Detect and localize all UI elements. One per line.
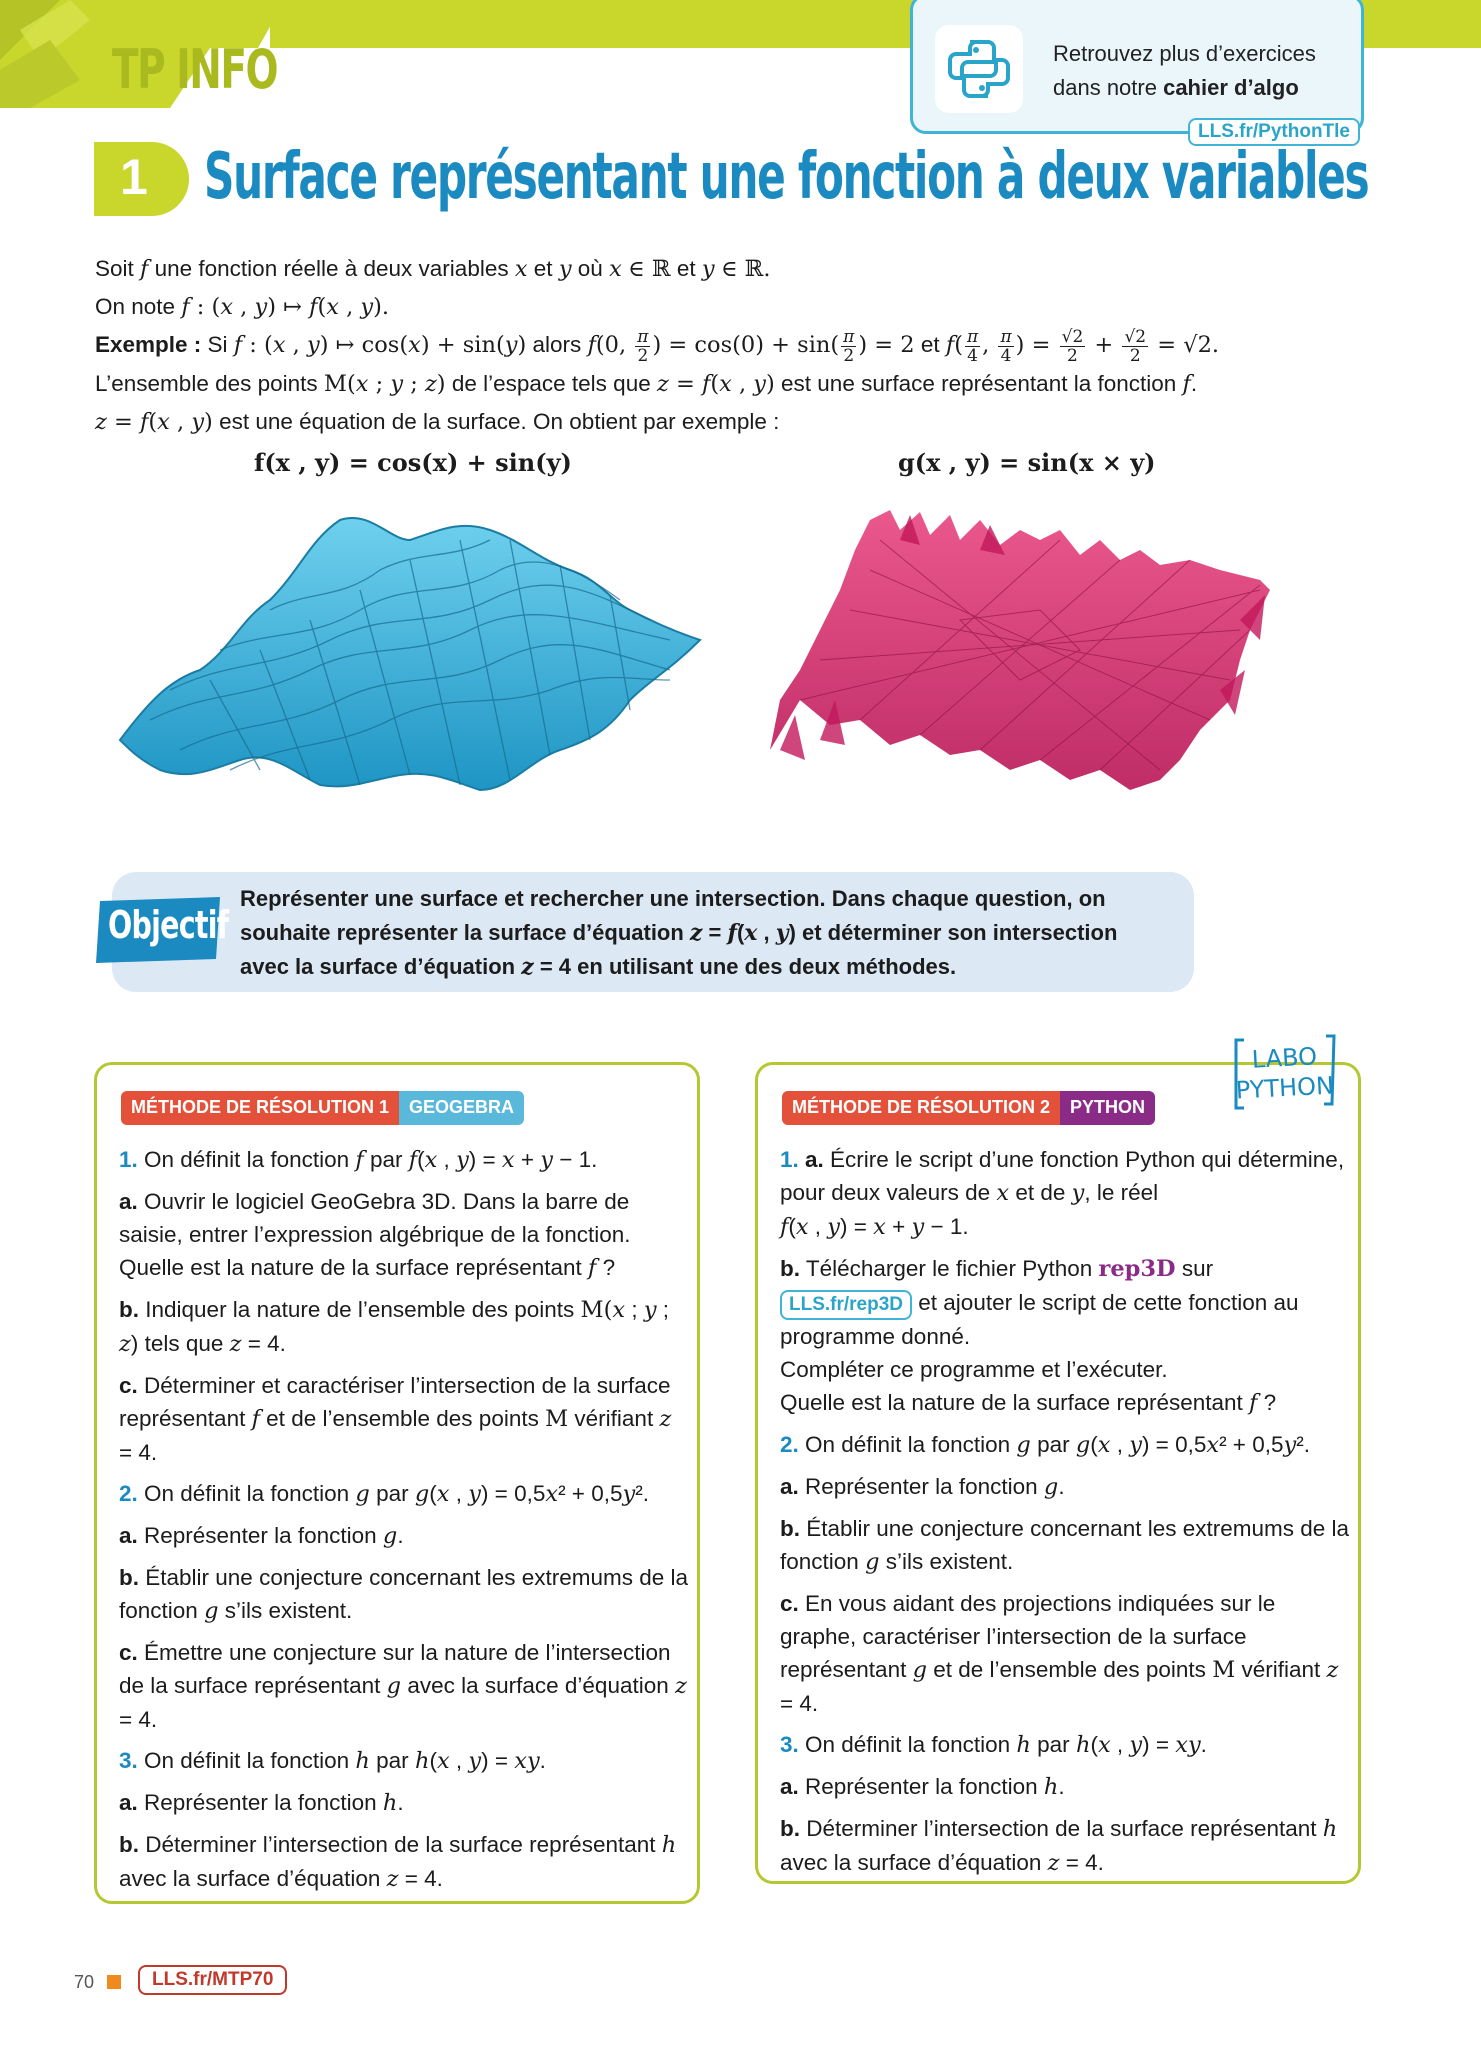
algo-text: Retrouvez plus d’exercices dans notre cahier d’algo: [1053, 41, 1316, 100]
intro-text: Soit f une fonction réelle à deux variables x et y où x ∈ ℝ et y ∈ ℝ. On note f : (x , y) ↦ f(x , y). Exemple : Si f : (x , y) ↦ cos(x) + sin(y) alors f(0, $\frac{\pi}{2}$ ) = cos(0) + sin( $\frac{\pi}{2}$ ) = 2 et f( $\frac{\pi}{4}$ , $\frac{\pi}{4}$ ) = $\frac{√2}{2}$ + $\frac{√2}{2}$ = √2. L’ensemble des points M(x ; y ; z) de l’espace tels que z = f(x , y) est une surface représentant la fonction f. z = f(x , y) est une équation de la surface. On obtient par exemple :: [95, 256, 1220, 435]
page-marker: [107, 1975, 121, 1989]
method-2-box: [755, 1062, 1361, 1884]
page-title: Surface représentant une fonction à deux variables: [204, 140, 1369, 214]
objectif-text: Représenter une surface et rechercher une intersection. Dans chaque question, on souhaite représenter la surface d’équation z = f(x , y) et déterminer son intersection avec la surface d’équation z = 4 en utilisant une des deux méthodes.: [240, 886, 1118, 980]
method-2-header: [782, 1091, 1155, 1125]
figure-f-label: f(x , y) = cos(x) + sin(y): [254, 448, 572, 477]
labo-python-stamp: [1230, 1030, 1340, 1114]
surface-cos-sin: [110, 500, 710, 800]
page-number: 70: [74, 1972, 95, 1992]
method-1-tag: MÉTHODE DE RÉSOLUTION 1: [121, 1091, 399, 1125]
surface-sin-xy: [760, 500, 1280, 800]
python-icon: [935, 25, 1023, 113]
footer-link[interactable]: LLS.fr/MTP70: [138, 1965, 287, 1995]
svg-text:PYTHON: PYTHON: [1235, 1071, 1335, 1105]
figure-g-label: g(x , y) = sin(x × y): [898, 448, 1156, 477]
rep3d-link[interactable]: LLS.fr/rep3D: [780, 1290, 912, 1320]
method-2-tag: MÉTHODE DE RÉSOLUTION 2: [782, 1091, 1060, 1125]
method-1-header: [121, 1091, 524, 1125]
method-2-text: 1. a. Écrire le script d’une fonction Python qui détermine, pour deux valeurs de x et de y, le réel f(x , y) = x + y − 1. b. Télécharger le fichier Python rep3D sur LLS.fr/rep3D et ajouter le script de cette fonction au programme donné. Compléter ce programme et l’exécuter. Quelle est la nature de la surface représentant f ? 2. On définit la fonction g par g(x , y) = 0,5x² + 0,5y². a. Représenter la fonction g. b. Établir une conjecture concernant les extremums de la fonction g s’ils existent. c. En vous aidant des projections indiquées sur le graphe, caractériser l’intersection de la surface représentant g et de l’ensemble des points M vérifiant z = 4. 3. On définit la fonction h par h(x , y) = xy. a. Représenter la fonction h. b. Déterminer l’intersection de la surface représentant h avec la surface d’équation z = 4.: [780, 1147, 1350, 1876]
algo-link[interactable]: LLS.fr/PythonTle: [1188, 118, 1360, 146]
method-1-box: [94, 1062, 700, 1904]
section-label: TP INFO: [112, 38, 278, 101]
section-number: 1: [120, 149, 148, 205]
algo-callout: [910, 0, 1364, 134]
method-1-tool: GEOGEBRA: [399, 1091, 524, 1125]
method-1-text: 1. On définit la fonction f par f(x , y) = x + y − 1. a. Ouvrir le logiciel GeoGebra 3D. Dans la barre de saisie, entrer l’expression algébrique de la fonction. Quelle est la nature de la surface représentant f ? b. Indiquer la nature de l’ensemble des points M(x ; y ; z) tels que z = 4. c. Déterminer et caractériser l’intersection de la surface représentant f et de l’ensemble des points M vérifiant z = 4. 2. On définit la fonction g par g(x , y) = 0,5x² + 0,5y². a. Représenter la fonction g. b. Établir une conjecture concernant les extremums de la fonction g s’ils existent. c. Émettre une conjecture sur la nature de l’intersection de la surface représentant g avec la surface d’équation z = 4. 3. On définit la fonction h par h(x , y) = xy. a. Représenter la fonction h. b. Déterminer l’intersection de la surface représentant h avec la surface d’équation z = 4.: [119, 1147, 689, 1892]
objectif-tag: Objectif: [108, 903, 229, 947]
svg-text:LABO: LABO: [1251, 1042, 1318, 1074]
method-2-tool: PYTHON: [1060, 1091, 1155, 1125]
